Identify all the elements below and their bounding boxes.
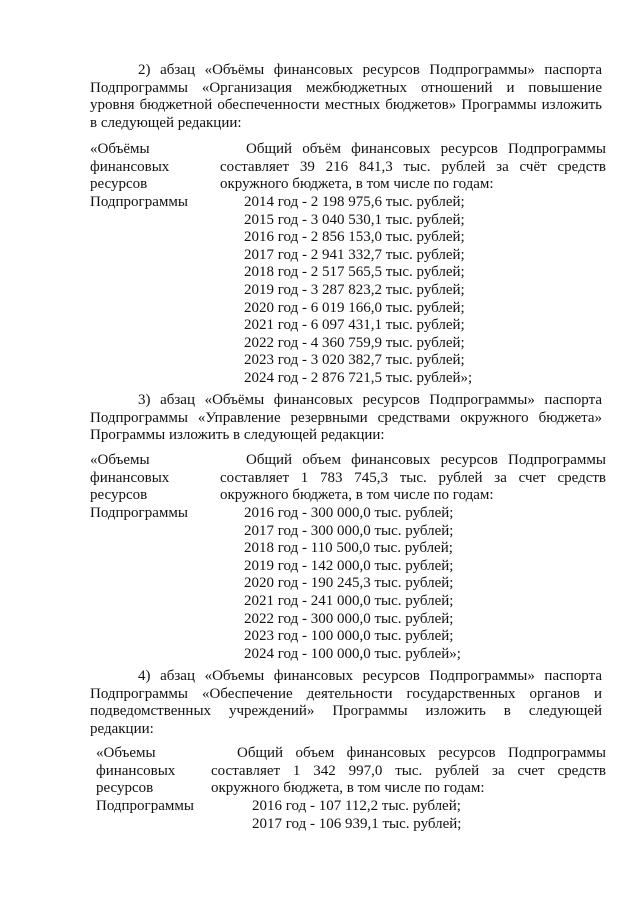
passport-label <box>90 452 210 522</box>
year-line: 2022 год - 300 000,0 тыс. рублей; <box>244 610 454 627</box>
passport-label <box>96 745 216 815</box>
year-line: 2016 год - 107 112,2 тыс. рублей; <box>252 798 461 814</box>
summary-line: составляет 39 216 841,3 тыс. рублей за счёт средств <box>220 158 606 175</box>
section-3-intro <box>90 392 602 445</box>
year-line: 2016 год - 300 000,0 тыс. рублей; <box>244 505 454 521</box>
label-line: «Объёмы <box>90 141 150 157</box>
passport-summary <box>211 745 606 798</box>
year-line: 2017 год - 300 000,0 тыс. рублей; <box>244 522 454 539</box>
label-line: Подпрограммы <box>90 193 188 210</box>
summary-line: Общий объём финансовых ресурсов Подпрограммы <box>246 141 606 157</box>
label-line: финансовых <box>90 158 170 175</box>
label-line: Подпрограммы <box>96 797 194 814</box>
year-line: 2022 год - 4 360 759,9 тыс. рублей; <box>244 334 465 351</box>
year-line: 2021 год - 241 000,0 тыс. рублей; <box>244 592 454 609</box>
intro-line: 4) абзац «Объемы финансовых ресурсов Подпрограммы» паспорта <box>138 668 602 684</box>
year-list <box>252 798 461 833</box>
year-line: 2020 год - 6 019 166,0 тыс. рублей; <box>244 299 465 316</box>
intro-line: редакции: <box>90 720 154 737</box>
year-line: 2020 год - 190 245,3 тыс. рублей; <box>244 575 454 592</box>
summary-line: Общий объем финансовых ресурсов Подпрограммы <box>237 745 606 761</box>
intro-line: уровня бюджетной обеспеченности местных бюджетов» Программы изложить <box>90 97 602 114</box>
passport-label <box>90 141 210 211</box>
summary-line: окружного бюджета, в том числе по годам: <box>211 780 485 797</box>
year-line: 2017 год - 2 941 332,7 тыс. рублей; <box>244 246 465 263</box>
label-line: ресурсов <box>90 487 148 504</box>
intro-line: Программы изложить в следующей редакции: <box>90 427 385 444</box>
intro-line: Подпрограммы «Управление резервными средствами окружного бюджета» <box>90 409 602 426</box>
year-line: 2024 год - 100 000,0 тыс. рублей»; <box>244 645 461 662</box>
section-2-intro <box>90 62 602 132</box>
label-line: финансовых <box>96 762 176 779</box>
label-line: ресурсов <box>96 780 154 797</box>
summary-line: окружного бюджета, в том числе по годам: <box>220 487 494 504</box>
year-list <box>244 194 472 388</box>
label-line: финансовых <box>90 469 170 486</box>
year-line: 2024 год - 2 876 721,5 тыс. рублей»; <box>244 369 473 386</box>
label-line: ресурсов <box>90 176 148 193</box>
year-line: 2016 год - 2 856 153,0 тыс. рублей; <box>244 229 465 246</box>
summary-line: окружного бюджета, в том числе по годам: <box>220 176 494 193</box>
summary-line: составляет 1 783 745,3 тыс. рублей за счет средств <box>220 469 606 486</box>
year-line: 2023 год - 3 020 382,7 тыс. рублей; <box>244 352 465 369</box>
year-line: 2019 год - 142 000,0 тыс. рублей; <box>244 557 454 574</box>
intro-line: 2) абзац «Объёмы финансовых ресурсов Подпрограммы» паспорта <box>138 62 602 78</box>
label-line: «Объемы <box>96 745 156 761</box>
year-line: 2015 год - 3 040 530,1 тыс. рублей; <box>244 211 465 228</box>
year-line: 2018 год - 2 517 565,5 тыс. рублей; <box>244 264 465 281</box>
year-line: 2021 год - 6 097 431,1 тыс. рублей; <box>244 317 465 334</box>
year-line: 2014 год - 2 198 975,6 тыс. рублей; <box>244 194 465 210</box>
year-line: 2018 год - 110 500,0 тыс. рублей; <box>244 540 453 557</box>
section-4-intro <box>90 668 602 738</box>
intro-line: Подпрограммы «Обеспечение деятельности государственных органов и <box>90 685 602 702</box>
intro-line: 3) абзац «Объёмы финансовых ресурсов Подпрограммы» паспорта <box>138 392 602 408</box>
year-line: 2017 год - 106 939,1 тыс. рублей; <box>252 815 462 832</box>
passport-summary <box>220 452 606 505</box>
label-line: Подпрограммы <box>90 504 188 521</box>
label-line: «Объемы <box>90 452 150 468</box>
year-line: 2023 год - 100 000,0 тыс. рублей; <box>244 628 454 645</box>
passport-summary <box>220 141 606 194</box>
year-list <box>244 505 461 663</box>
intro-line: подведомственных учреждений» Программы изложить в следующей <box>90 703 602 720</box>
intro-line: Подпрограммы «Организация межбюджетных отношений и повышение <box>90 79 602 96</box>
intro-line: в следующей редакции: <box>90 114 242 131</box>
summary-line: Общий объем финансовых ресурсов Подпрограммы <box>246 452 606 468</box>
summary-line: составляет 1 342 997,0 тыс. рублей за счет средств <box>211 762 606 779</box>
year-line: 2019 год - 3 287 823,2 тыс. рублей; <box>244 281 465 298</box>
